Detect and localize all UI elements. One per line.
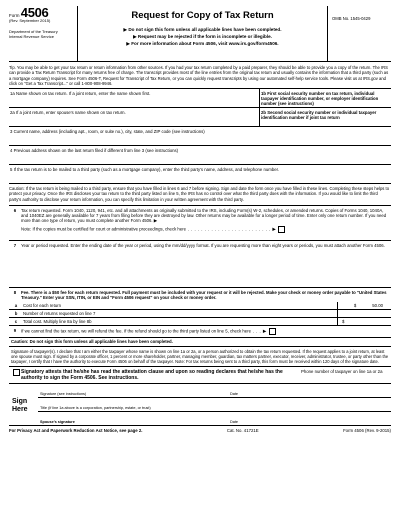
attest-text: Signatory attests that he/she has read the attestation clause and upon so reading declares that he/she has the authority to sign the Form 4506. See instructions. (21, 368, 283, 381)
line-8a-label: Cost for each return (23, 303, 61, 309)
line-2-row (9, 108, 391, 127)
line-6-note: Note: If the copies must be certified for court or administrative proceedings, check here (21, 226, 187, 232)
form-footer (9, 426, 391, 433)
dot-leader: . . . ▶ (251, 329, 267, 335)
privacy-notice: For Privacy Act and Paperwork Reduction Act Notice, see page 2. (9, 427, 143, 433)
spouse-caption: Spouse's signature (40, 419, 75, 424)
form-title: Request for Copy of Tax Return (131, 10, 274, 21)
catalog-number: Cat. No. 41721E (226, 427, 259, 433)
title-block (78, 6, 327, 61)
line-2a-field[interactable]: 2a If a joint return, enter spouse's name shown on tax return. (10, 109, 126, 115)
line-8c-amount[interactable] (337, 318, 391, 325)
form-id-block (9, 6, 78, 61)
line-3-row (9, 127, 391, 146)
omb-number: OMB No. 1545-0429 (327, 6, 391, 61)
line-2b-field[interactable]: 2b Second social security number or individual taxpayer identification number if joint tax return (259, 108, 391, 126)
line-8b-row: b Number of returns requested on line 7 (9, 310, 391, 318)
line-3-field[interactable]: 3 Current name, address (including apt., room, or suite no.), city, state, and ZIP code (see instructions) (10, 128, 205, 134)
line-9-section (9, 326, 391, 338)
line-9-number: 9 (13, 328, 17, 334)
line-9-text: If we cannot find the tax return, we will refund the fee. If the refund should go to the third party listed on line 5, check here (21, 329, 252, 335)
line-1b-field[interactable]: 1b First social security number on tax return, individual taxpayer identification number, or employer identification number (see instructions) (259, 89, 391, 107)
caution-text: Caution: If the tax return is being mailed to a third party, ensure that you have filled in lines 6 and 7 before signing. Sign and date the form once you have filled in these lines. Completing these steps helps to protect your privacy. Once the IRS discloses your tax return to the third party listed on line 5, the IRS has no control over what the third party does with the information. If you would like to limit the third party's authority to disclose your return information, you can specify this limitation in your written agreement with the third party. (9, 184, 391, 206)
line-8-number: 8 (13, 289, 17, 295)
sign-here-label: Sign Here (12, 397, 28, 413)
phone-label: Phone number of taxpayer on line 1a or 2a (301, 368, 383, 374)
line-8-text: Fee. There is a $50 fee for each return requested. Full payment must be included with your request or it will be rejected. Make your check or money order payable to "United States Treasury." Enter your SSN, ITIN, or EIN and "Form 4506 request" on your check or money order. (21, 289, 387, 301)
department: Department of the Treasury (9, 29, 58, 34)
service: Internal Revenue Service (9, 34, 54, 39)
line-5-row (9, 165, 391, 184)
attest-checkbox[interactable] (13, 369, 20, 376)
line-4-field[interactable]: 4 Previous address shown on the last return filed if different from line 3 (see instructions) (10, 147, 179, 153)
line-8c-row: c Total cost. Multiply line 8a by line 8b $ (9, 318, 391, 326)
caution-2: Caution: Do not sign this form unless all applicable lines have been completed. (9, 338, 391, 346)
taxpayer-signature-field[interactable] (38, 384, 391, 398)
form-revision-footer: Form 4506 (Rev. 9-2015) (343, 427, 391, 433)
refund-checkbox[interactable] (269, 328, 276, 335)
dot-leader: . . . . . . . . . . . . . . . . . . . . . . . . . ▶ (186, 226, 277, 232)
line-4-row (9, 146, 391, 165)
line-1a-field[interactable]: 1a Name shown on tax return. If a joint return, enter the name shown first. (10, 90, 151, 96)
line-7-number: 7 (13, 242, 17, 248)
line-8c-label: Total cost. Multiply line 8a by line 8b (23, 319, 92, 325)
title-caption: Title (if line 1a above is a corporation, partnership, estate, or trust) (40, 405, 151, 410)
line-6-text: Tax return requested. Form 1040, 1120, 941, etc. and all attachments as originally submitted to the IRS, including Form(s) W-2, schedules, or amended returns. Copies of Forms 1040, 1040A, and 1040EZ are generally available for 7 years from filing before they are destroyed by law. Other returns may be available for a longer period of time. Enter only one return number. If you need more than one type of return, you must complete another Form 4506. ▶ (21, 207, 387, 224)
form-label: Form (9, 13, 20, 18)
date-caption: Date (230, 391, 239, 396)
line-8b-label: Number of returns requested on line 7 (23, 311, 96, 317)
signature-block (9, 384, 391, 426)
line-7-text: Year or period requested. Enter the ending date of the year or period, using the mm/dd/yyyy format. If you are requesting more than eight years or periods, you must attach another Form 4506. (21, 242, 385, 248)
signature-caption: Signature (see instructions) (40, 391, 87, 396)
subtitle-1: ▶ Do not sign this form unless all applicable lines have been completed. (123, 27, 282, 32)
amount-currency: $ (353, 303, 357, 309)
line-6-number: 6 (13, 207, 17, 213)
spouse-date-caption: Date (230, 419, 239, 424)
line-7-section (9, 241, 391, 288)
line-6-section (9, 206, 391, 241)
title-field[interactable] (38, 398, 391, 412)
line-8a-row: a Cost for each return $ 50.00 (9, 302, 391, 310)
line-5-field[interactable]: 5 If the tax return is to be mailed to a third party (such as a mortgage company), enter the third party's name, address, and telephone number. (10, 166, 280, 172)
line-8a-value: 50.00 (372, 303, 383, 309)
line-8-section (9, 288, 391, 303)
certified-checkbox[interactable] (278, 226, 285, 233)
tip-text: Tip. You may be able to get your tax return or return information from other sources. If you had your tax return completed by a paid preparer, they should be able to provide you a copy of the return. The IRS can provide a Tax Return Transcript for many returns free of charge. The transcript provides most of the line entries from the original tax return and usually contains the information that a third party (such as a mortgage company) requires. See Form 4506-T, Request for Transcript of Tax Return, or you can quickly request transcripts by using our automated self-help service tools. Please visit us at IRS.gov and click on "Get a Tax Transcript..." or call 1-800-908-9946. (9, 62, 391, 89)
subtitle-2: ▶ Request may be rejected if the form is incomplete or illegible. (133, 34, 272, 39)
form-header (9, 6, 391, 62)
revision: (Rev. September 2015) (9, 18, 51, 23)
line-1-row (9, 89, 391, 108)
subtitle-3: ▶ For more information about Form 4506, visit www.irs.gov/form4506. (126, 41, 279, 46)
line-8a-amount[interactable] (337, 302, 391, 309)
form-number: 4506 (20, 5, 49, 20)
spouse-signature-field[interactable] (38, 412, 391, 425)
amount-currency: $ (342, 319, 345, 325)
attest-row (9, 367, 391, 384)
line-8b-amount[interactable] (337, 310, 391, 317)
signature-declaration: Signature of taxpayer(s). I declare that I am either the taxpayer whose name is shown on line 1a or 2a, or a person authorized to obtain the tax return requested. If the request applies to a joint return, at least one spouse must sign. If signed by a corporate officer, 1 percent or more shareholder, partner, managing member, guardian, tax matters partner, executor, receiver, administrator, trustee, or party other than the taxpayer, I certify that I have the authority to execute Form 4506 on behalf of the taxpayer. Note: For tax returns being sent to a third party, this form must be received within 120 days of the signature date. (9, 347, 391, 367)
